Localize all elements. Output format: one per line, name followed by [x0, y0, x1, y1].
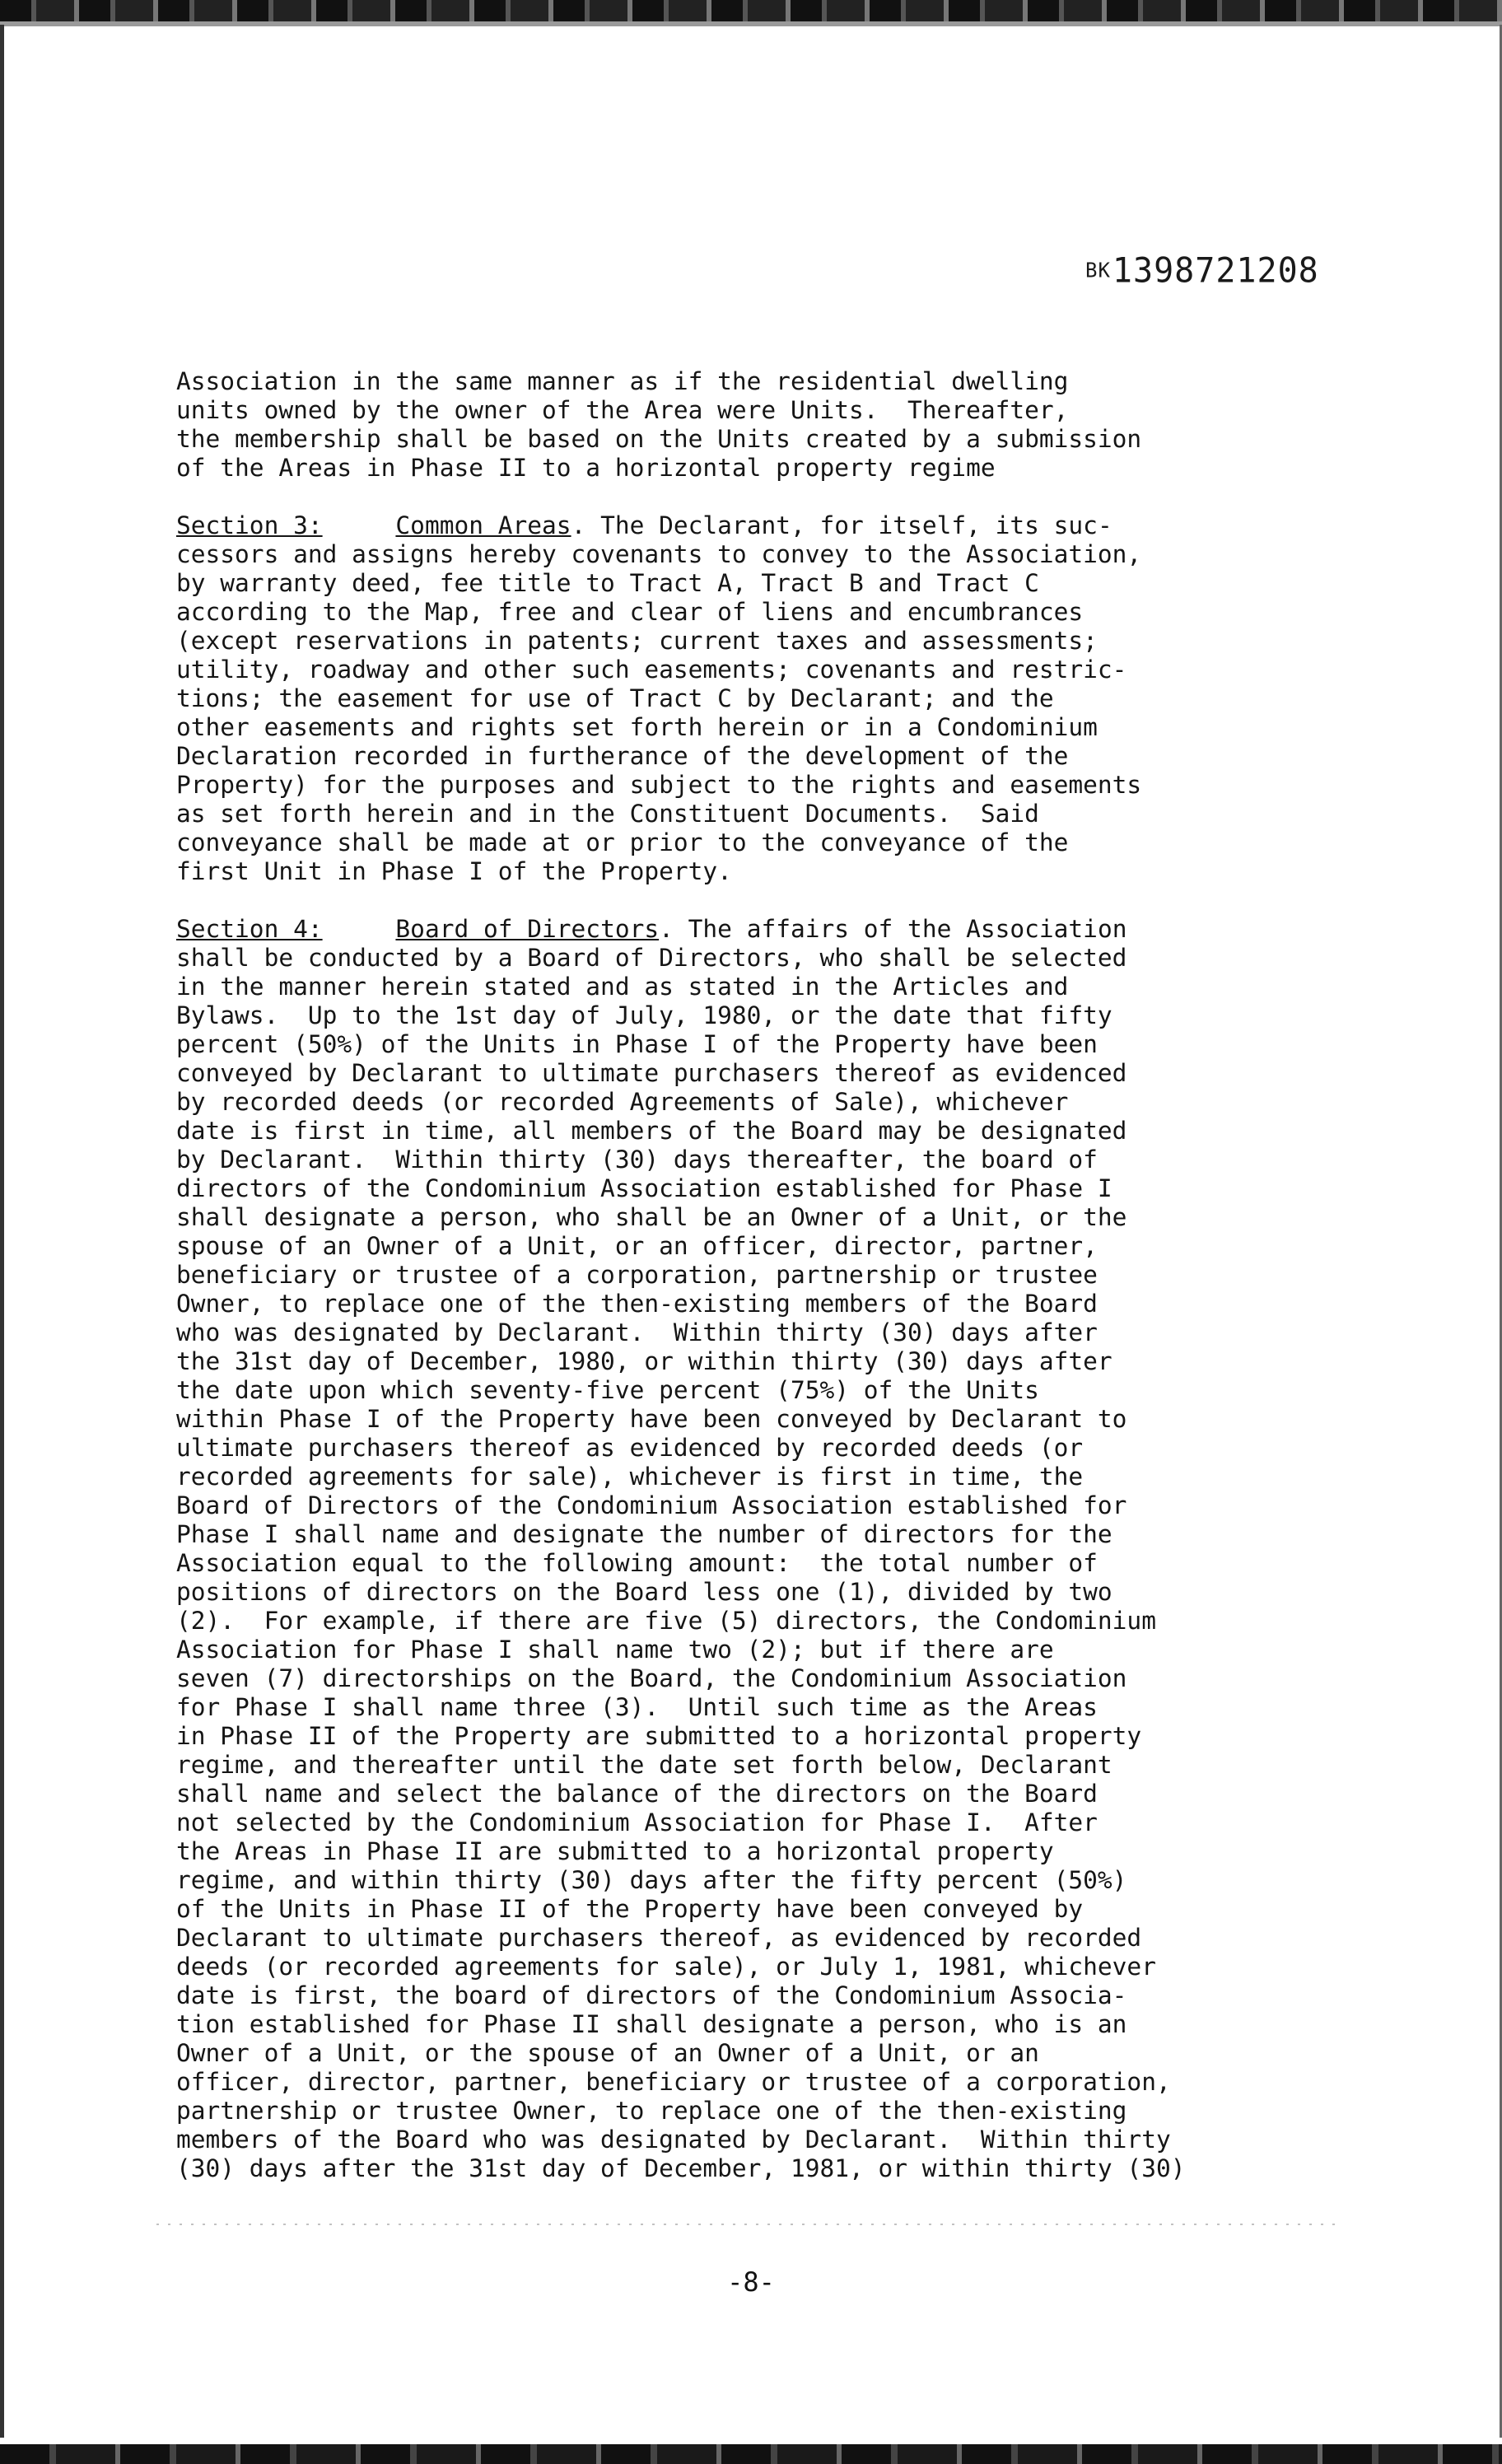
text-line: shall name and select the balance of the directors on the Board — [176, 1780, 1098, 1808]
text-line: Association equal to the following amount: the total number of — [176, 1549, 1098, 1577]
text-line: regime, and within thirty (30) days after the fifty percent (50%) — [176, 1866, 1127, 1894]
scan-border-bottom — [0, 2444, 1502, 2464]
text-line: Association for Phase I shall name two (2); but if there are — [176, 1636, 1054, 1664]
paragraph-gap — [176, 483, 1428, 511]
recording-stamp-number: 1398721208 — [1112, 250, 1319, 292]
text-line: conveyed by Declarant to ultimate purchasers thereof as evidenced — [176, 1059, 1127, 1087]
text-line: of the Units in Phase II of the Property have been conveyed by — [176, 1895, 1084, 1923]
text-line: within Phase I of the Property have been conveyed by Declarant to — [176, 1405, 1127, 1433]
text-line: in Phase II of the Property are submitted to a horizontal property — [176, 1722, 1142, 1750]
text-line: (2). For example, if there are five (5) directors, the Condominium — [176, 1607, 1156, 1635]
text-line: of the Areas in Phase II to a horizontal property regime — [176, 454, 996, 482]
text-line: utility, roadway and other such easements; covenants and restric- — [176, 656, 1127, 684]
text-line: ultimate purchasers thereof as evidenced by recorded deeds (or — [176, 1434, 1084, 1462]
text-line: in the manner herein stated and as stated in the Articles and — [176, 973, 1069, 1001]
recording-stamp-prefix: BK — [1085, 258, 1111, 282]
section-3-heading: Common Areas — [395, 511, 571, 539]
text-line: first Unit in Phase I of the Property. — [176, 857, 732, 885]
text-line: date is first, the board of directors of the Condominium Associa- — [176, 1981, 1127, 2009]
text-line: the date upon which seventy-five percent (75%) of the Units — [176, 1376, 1039, 1404]
text-line: date is first in time, all members of the Board may be designated — [176, 1117, 1127, 1145]
document-body — [176, 367, 1428, 2183]
section-4-board-of-directors — [176, 915, 1428, 2183]
text-line: according to the Map, free and clear of liens and encumbrances — [176, 598, 1084, 626]
section-4-first-line-text: . The affairs of the Association — [659, 915, 1127, 943]
text-line: Owner, to replace one of the then-existing members of the Board — [176, 1290, 1098, 1318]
text-line: Declarant to ultimate purchasers thereof, as evidenced by recorded — [176, 1924, 1142, 1952]
text-line: seven (7) directorships on the Board, the Condominium Association — [176, 1664, 1127, 1692]
section-4-label: Section 4: — [176, 915, 323, 943]
text-line: shall be conducted by a Board of Directors, who shall be selected — [176, 944, 1127, 972]
text-line: Declaration recorded in furtherance of the development of the — [176, 742, 1069, 770]
text-line: beneficiary or trustee of a corporation, partnership or trustee — [176, 1261, 1098, 1289]
text-line: deeds (or recorded agreements for sale), or July 1, 1981, whichever — [176, 1953, 1156, 1981]
text-line: Association in the same manner as if the residential dwelling — [176, 367, 1069, 395]
text-line: for Phase I shall name three (3). Until such time as the Areas — [176, 1693, 1098, 1721]
scan-border-left — [0, 25, 4, 2438]
section-3-label: Section 3: — [176, 511, 323, 539]
text-line: who was designated by Declarant. Within thirty (30) days after — [176, 1318, 1098, 1346]
scan-border-top — [0, 0, 1502, 21]
text-line: cessors and assigns hereby covenants to convey to the Association, — [176, 540, 1142, 568]
text-line: other easements and rights set forth herein or in a Condominium — [176, 713, 1098, 741]
text-line: Phase I shall name and designate the number of directors for the — [176, 1520, 1113, 1548]
text-line: tions; the easement for use of Tract C by Declarant; and the — [176, 684, 1054, 712]
text-line: as set forth herein and in the Constituent Documents. Said — [176, 800, 1039, 828]
text-line: shall designate a person, who shall be an Owner of a Unit, or the — [176, 1203, 1127, 1231]
scan-noise-rule — [156, 2224, 1342, 2225]
section-3-common-areas — [176, 511, 1428, 886]
text-line: (30) days after the 31st day of December, 1981, or within thirty (30) — [176, 2154, 1186, 2182]
section-4-heading: Board of Directors — [395, 915, 660, 943]
recording-stamp — [1085, 251, 1319, 291]
text-line: Bylaws. Up to the 1st day of July, 1980, or the date that fifty — [176, 1001, 1113, 1029]
text-line: units owned by the owner of the Area were Units. Thereafter, — [176, 396, 1069, 424]
text-line: tion established for Phase II shall designate a person, who is an — [176, 2010, 1127, 2038]
text-line: Board of Directors of the Condominium Association established for — [176, 1491, 1127, 1519]
text-line: Property) for the purposes and subject to the rights and easements — [176, 771, 1142, 799]
text-line: regime, and thereafter until the date set forth below, Declarant — [176, 1751, 1113, 1779]
text-line: the 31st day of December, 1980, or within thirty (30) days after — [176, 1347, 1113, 1375]
text-line: by warranty deed, fee title to Tract A, Tract B and Tract C — [176, 569, 1039, 597]
text-line: directors of the Condominium Association established for Phase I — [176, 1174, 1113, 1202]
text-line: conveyance shall be made at or prior to the conveyance of the — [176, 828, 1069, 856]
text-line: not selected by the Condominium Association for Phase I. After — [176, 1808, 1098, 1836]
scan-border-top-shadow — [0, 21, 1502, 26]
text-line: partnership or trustee Owner, to replace one of the then-existing — [176, 2097, 1127, 2125]
section-3-first-line — [176, 511, 1428, 540]
text-line: spouse of an Owner of a Unit, or an officer, director, partner, — [176, 1232, 1098, 1260]
text-line: Owner of a Unit, or the spouse of an Owner of a Unit, or an — [176, 2039, 1039, 2067]
text-line: the Areas in Phase II are submitted to a horizontal property — [176, 1837, 1054, 1865]
text-line: by recorded deeds (or recorded Agreements of Sale), whichever — [176, 1088, 1069, 1116]
text-line: (except reservations in patents; current taxes and assessments; — [176, 627, 1098, 655]
paragraph-association-membership — [176, 367, 1428, 483]
page-number: -8- — [727, 2266, 775, 2298]
text-line: positions of directors on the Board less one (1), divided by two — [176, 1578, 1113, 1606]
paragraph-gap — [176, 886, 1428, 915]
text-line: percent (50%) of the Units in Phase I of the Property have been — [176, 1030, 1098, 1058]
section-3-first-line-text: . The Declarant, for itself, its suc- — [571, 511, 1113, 539]
text-line: recorded agreements for sale), whichever is first in time, the — [176, 1463, 1084, 1491]
section-4-first-line — [176, 915, 1428, 944]
text-line: officer, director, partner, beneficiary or trustee of a corporation, — [176, 2068, 1171, 2096]
text-line: by Declarant. Within thirty (30) days thereafter, the board of — [176, 1146, 1098, 1174]
text-line: members of the Board who was designated by Declarant. Within thirty — [176, 2126, 1171, 2154]
text-line: the membership shall be based on the Units created by a submission — [176, 425, 1142, 453]
